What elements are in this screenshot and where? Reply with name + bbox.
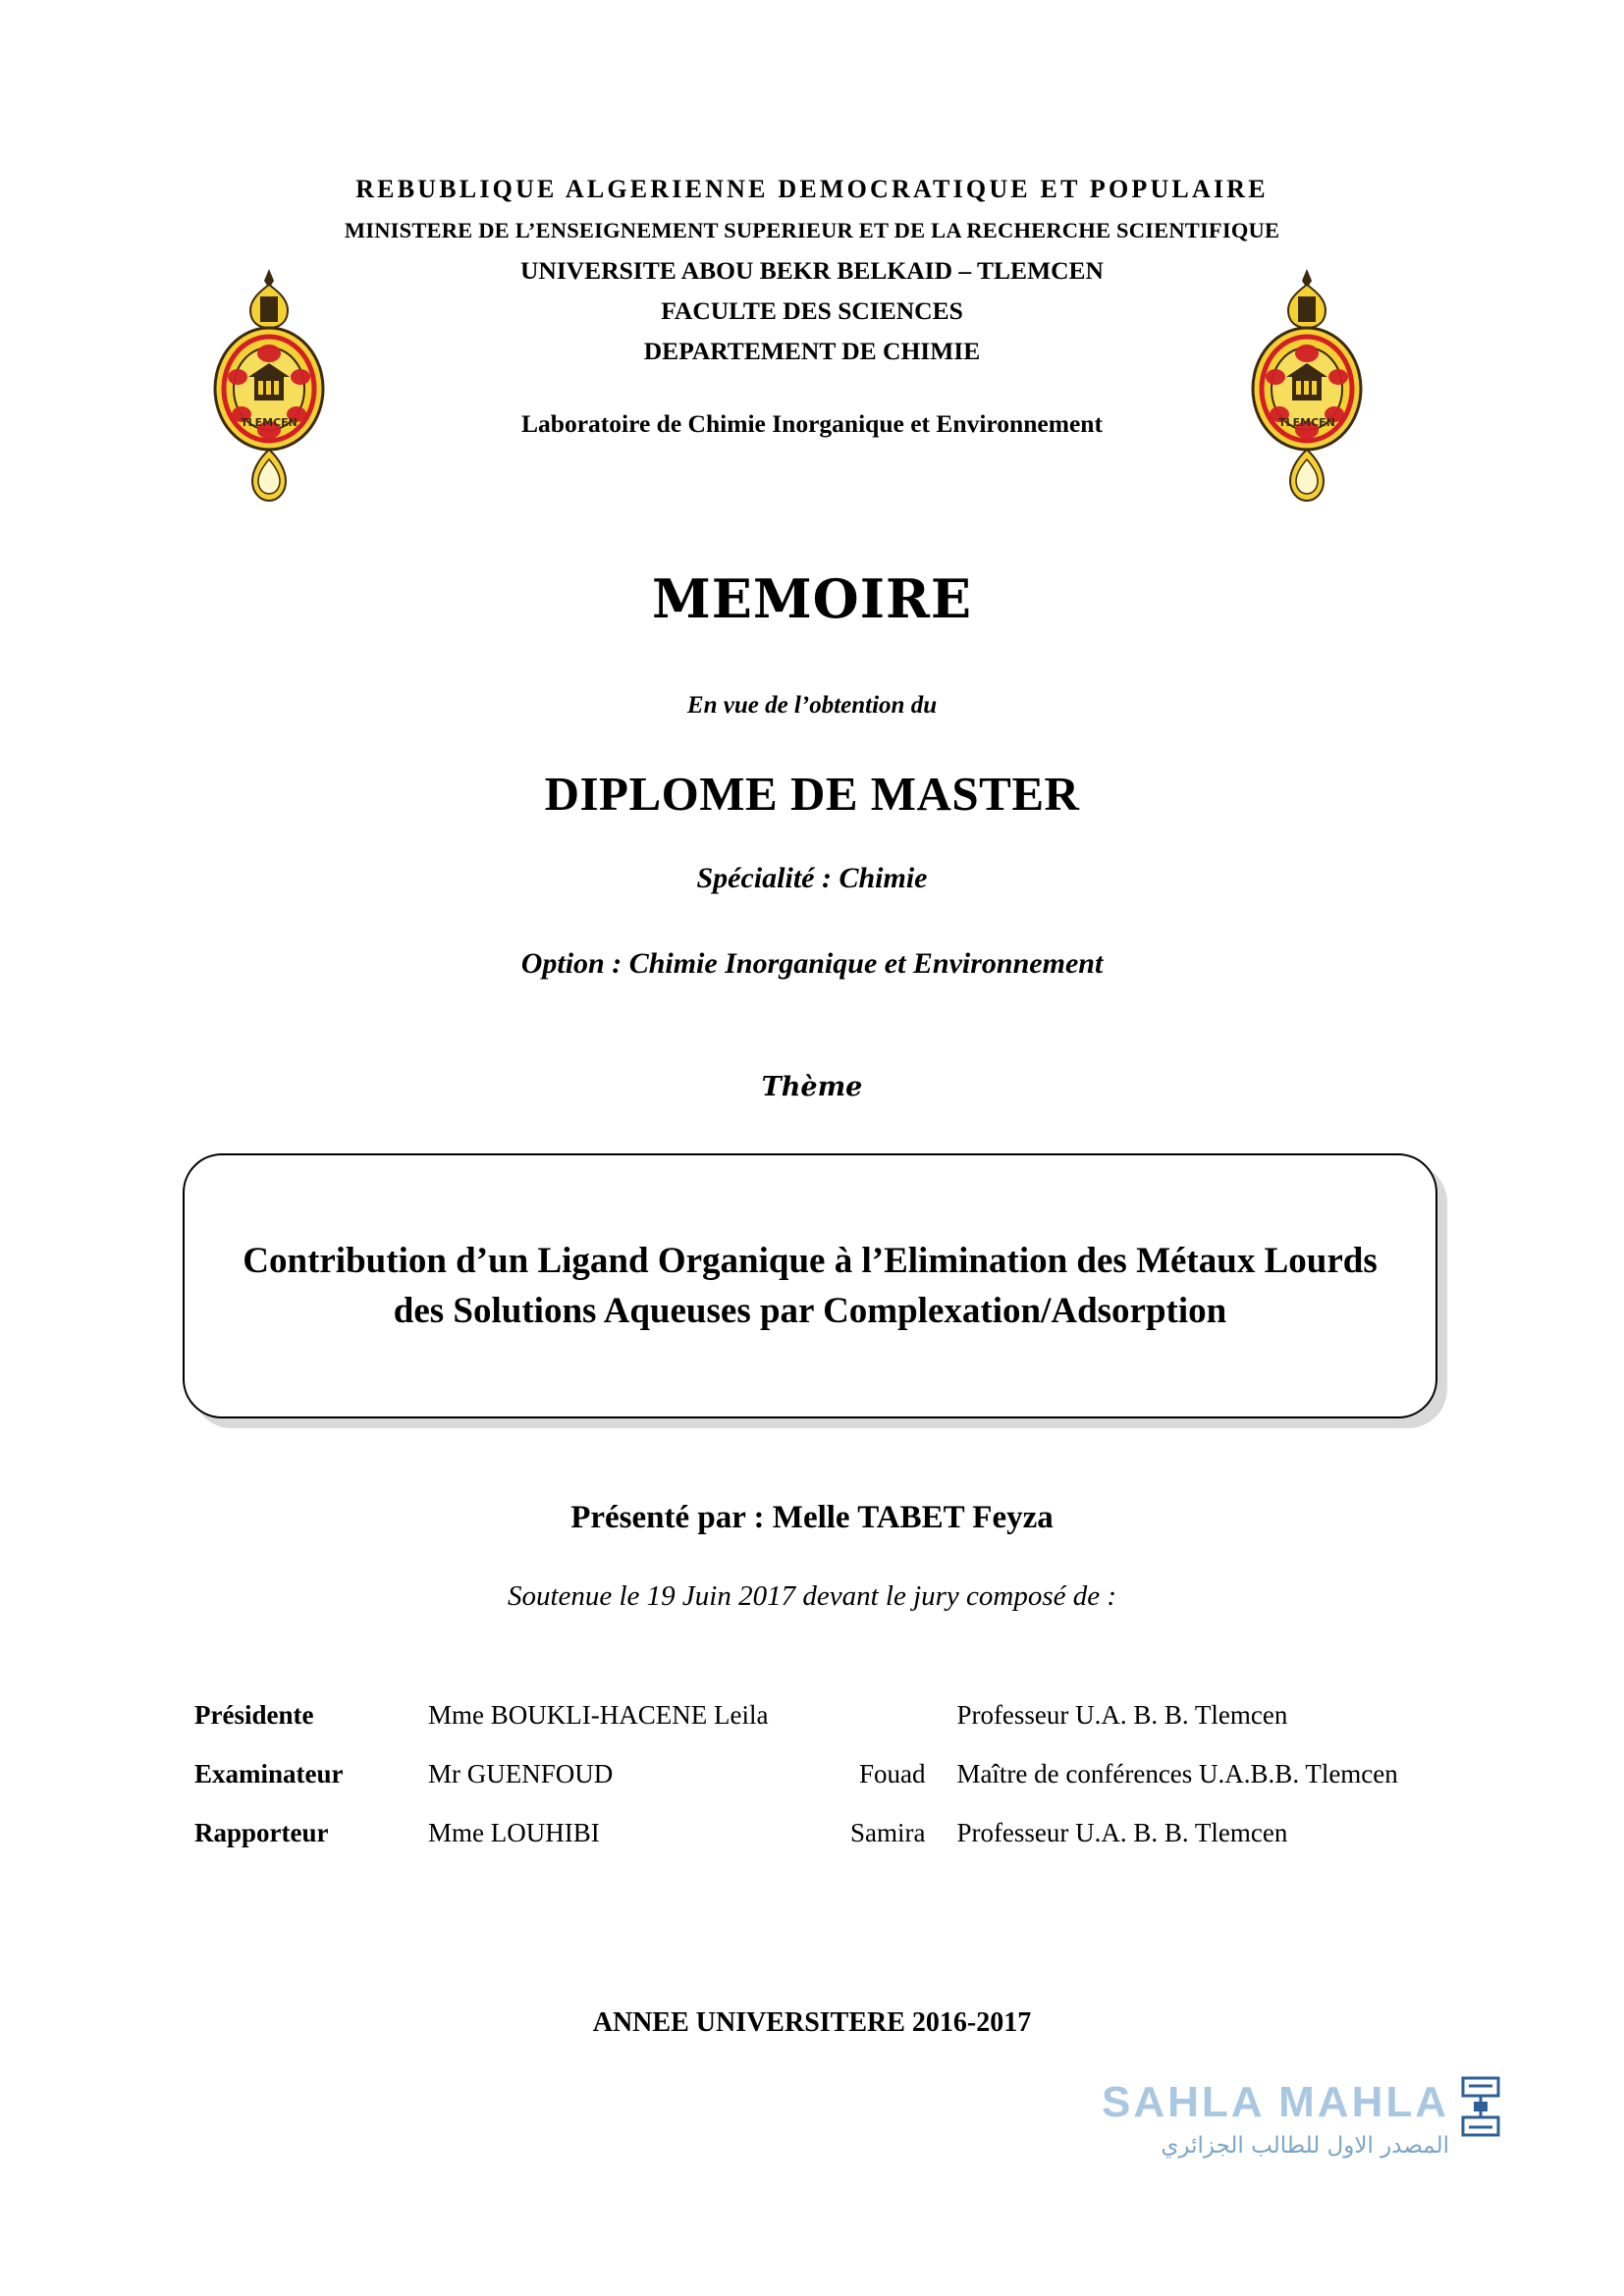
- jury-table: [187, 1686, 1453, 1863]
- seal-caption-left: TLEMCEN: [241, 416, 298, 429]
- jury-role: Rapporteur: [194, 1818, 329, 1847]
- university-seal-right-icon: [1249, 267, 1365, 503]
- en-vue-line: En vue de l’obtention du: [686, 692, 938, 719]
- jury-rank: Professeur U.A. B. B. Tlemcen: [956, 1700, 1288, 1730]
- seal-caption-right: TLEMCEN: [1278, 416, 1335, 429]
- watermark-tagline: المصدر الاول للطالب الجزائري: [1161, 2133, 1449, 2159]
- jury-rank: Professeur U.A. B. B. Tlemcen: [956, 1818, 1288, 1847]
- header-ministry: MINISTERE DE L’ENSEIGNEMENT SUPERIEUR ET DE LA RECHERCHE SCIENTIFIQUE: [344, 218, 1280, 242]
- header-republic: REBUBLIQUE ALGERIENNE DEMOCRATIQUE ET POPULAIRE: [355, 175, 1269, 203]
- jury-rank: Maître de conférences U.A.B.B. Tlemcen: [956, 1759, 1398, 1789]
- header-department: DEPARTEMENT DE CHIMIE: [643, 337, 981, 365]
- theme-box-frame: [183, 1153, 1437, 1418]
- header-laboratory: Laboratoire de Chimie Inorganique et Environnement: [521, 409, 1103, 438]
- memoire-title: MEMOIRE: [651, 567, 973, 630]
- university-seal-left-icon: [211, 267, 327, 503]
- table-row: [187, 1686, 1453, 1745]
- jury-firstname: Samira: [849, 1818, 926, 1847]
- presented-by: Présenté par : Melle TABET Feyza: [570, 1500, 1054, 1535]
- watermark-glyph-icon: [1453, 2070, 1508, 2143]
- specialty-line: Spécialité : Chimie: [696, 862, 928, 894]
- jury-name: Mme BOUKLI-HACENE Leila: [428, 1700, 769, 1730]
- table-row: [187, 1745, 1453, 1804]
- thesis-title: Contribution d’un Ligand Organique à l’Elimination des Métaux Lourds des Solutions Aqueuses par Complexation/Adsorption: [243, 1240, 1378, 1331]
- option-line: Option : Chimie Inorganique et Environnement: [520, 947, 1104, 980]
- header-faculty: FACULTE DES SCIENCES: [661, 296, 963, 325]
- jury-firstname: [768, 1686, 937, 1745]
- jury-firstname: Fouad: [858, 1759, 926, 1789]
- diploma-title: DIPLOME DE MASTER: [544, 767, 1080, 821]
- watermark-brand: SAHLA MAHLA: [1102, 2078, 1449, 2126]
- jury-name: Mme LOUHIBI: [428, 1818, 600, 1847]
- theme-box: [183, 1153, 1449, 1430]
- academic-year: ANNEE UNIVERSITERE 2016-2017: [592, 2007, 1032, 2038]
- header-university: UNIVERSITE ABOU BEKR BELKAID – TLEMCEN: [520, 256, 1104, 285]
- watermark-logo: [1047, 2068, 1508, 2206]
- jury-role: Présidente: [194, 1700, 314, 1730]
- theme-label: Thème: [761, 1072, 863, 1102]
- defense-date-line: Soutenue le 19 Juin 2017 devant le jury composé de :: [507, 1580, 1117, 1612]
- jury-role: Examinateur: [194, 1759, 344, 1789]
- jury-name: Mr GUENFOUD: [428, 1759, 614, 1789]
- table-row: [187, 1804, 1453, 1863]
